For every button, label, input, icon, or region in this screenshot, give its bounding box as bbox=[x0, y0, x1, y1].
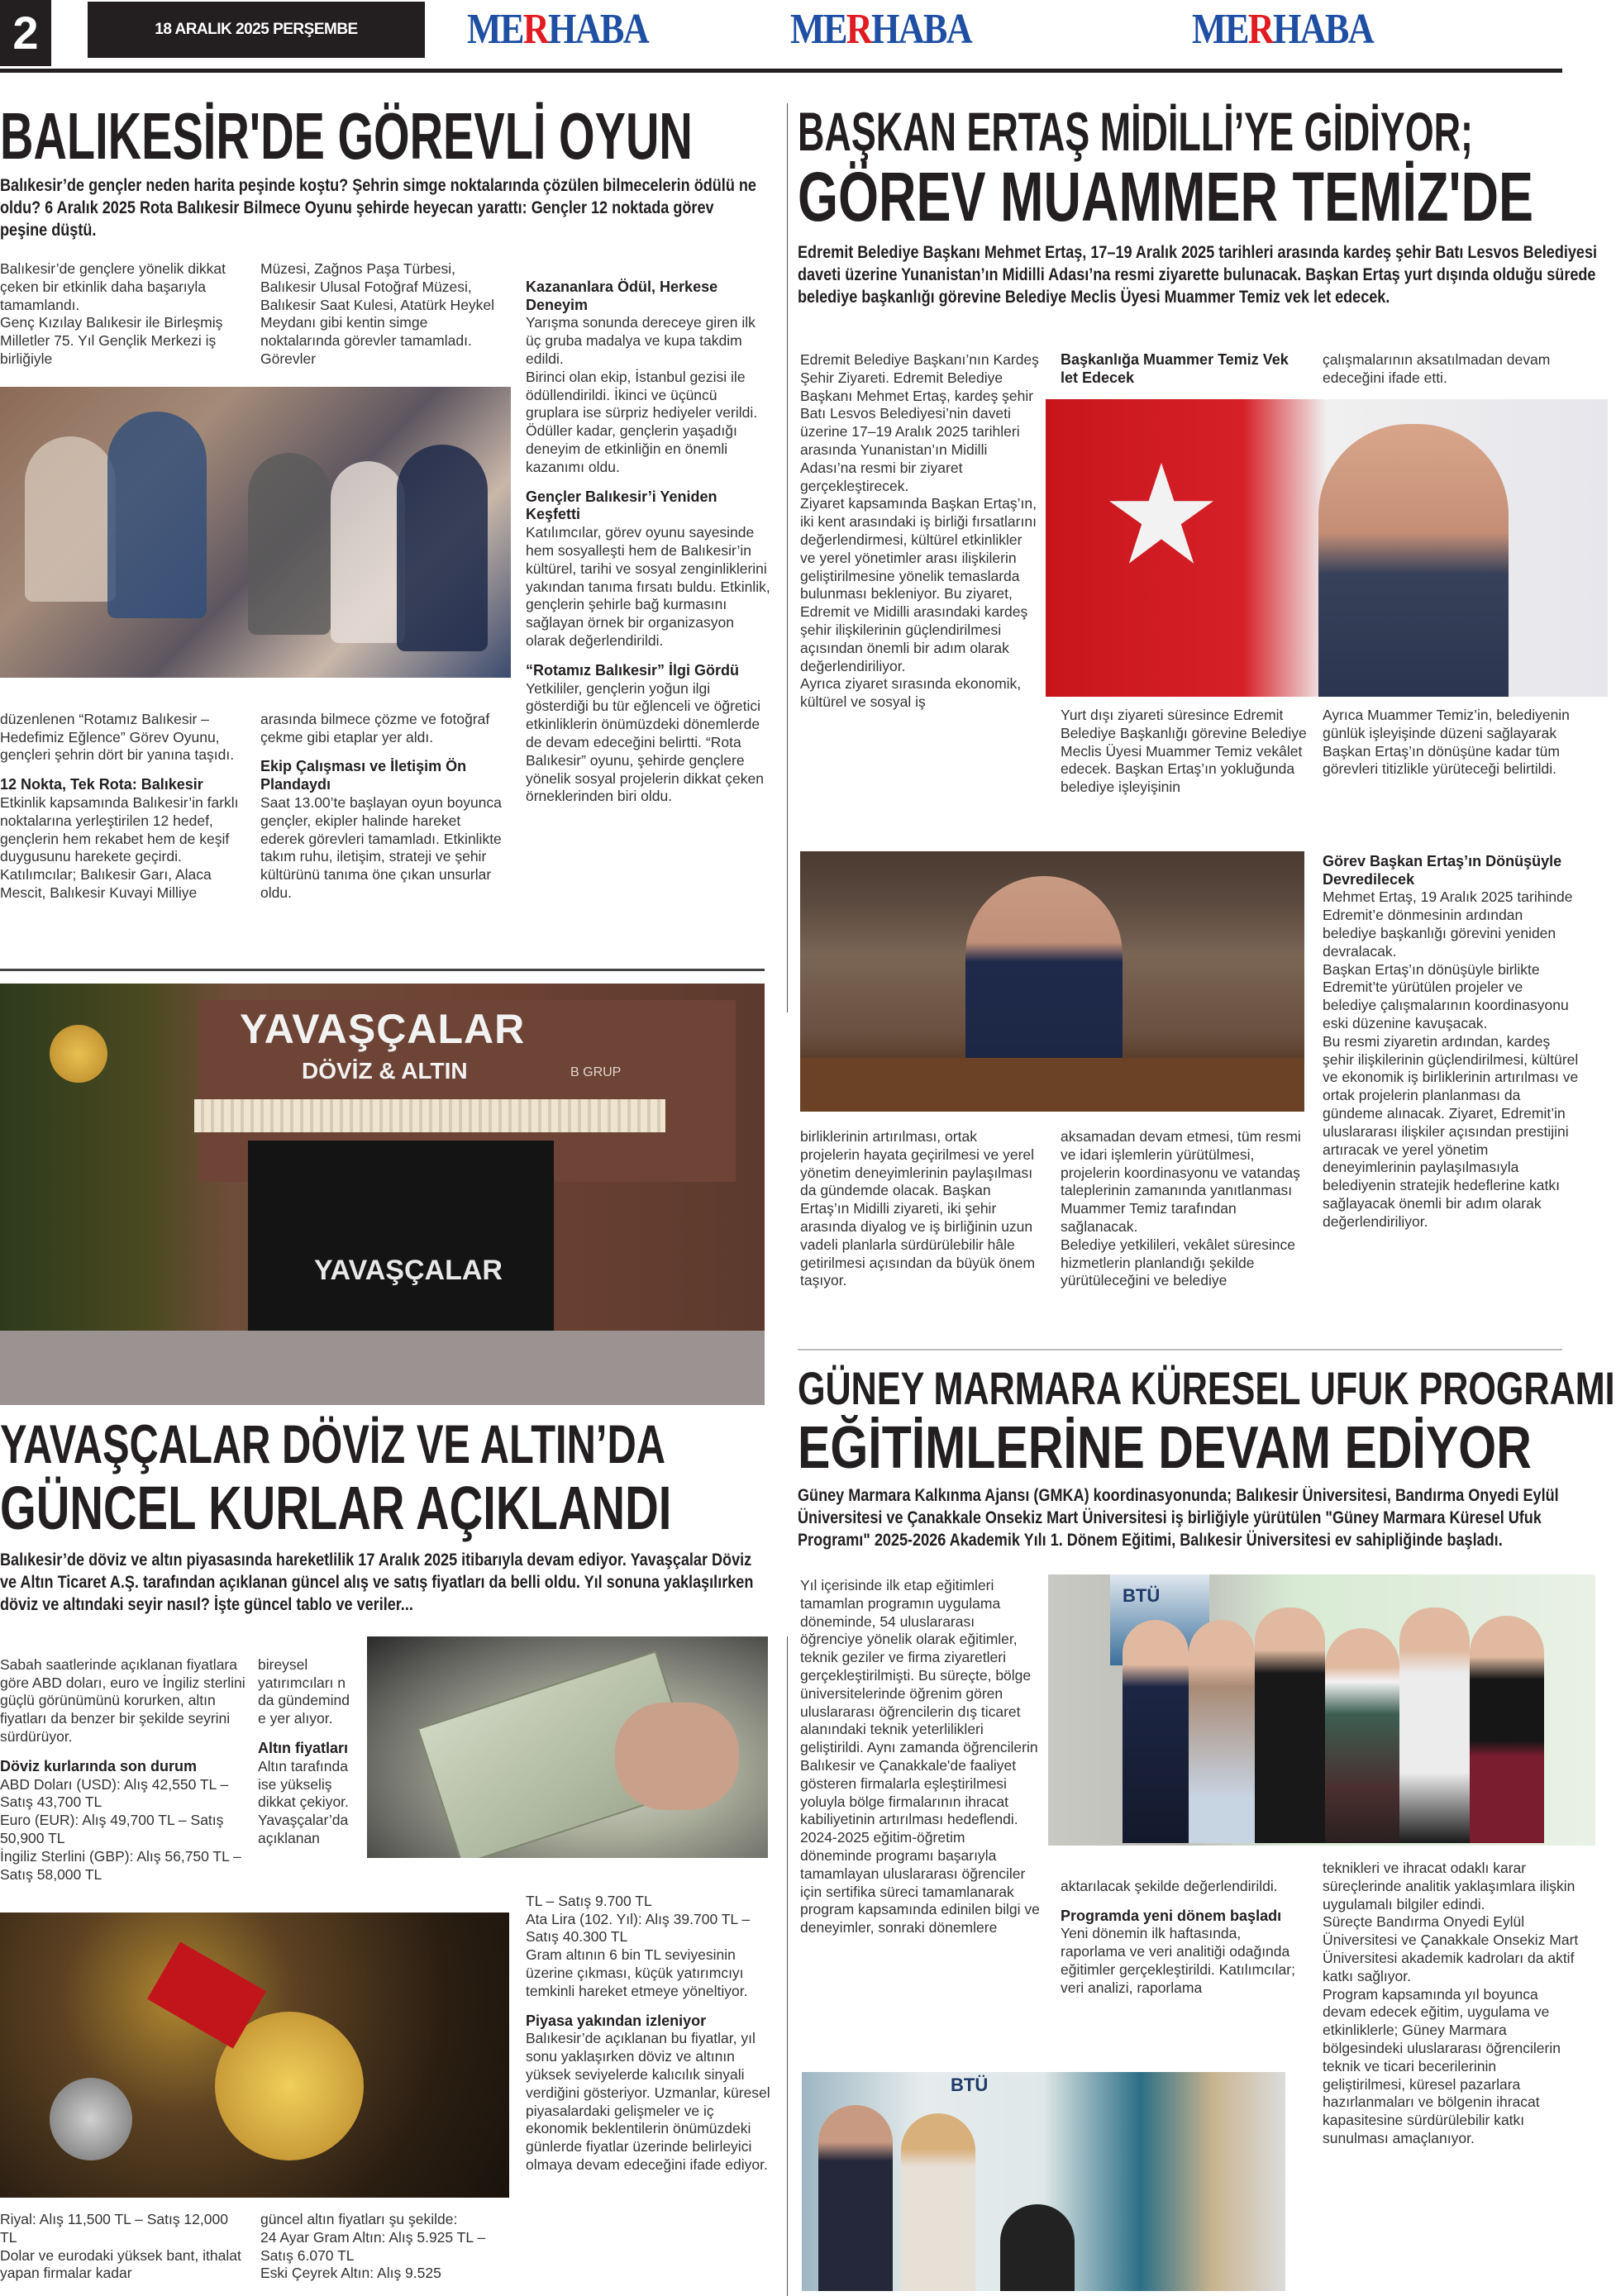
person-figure bbox=[1189, 1620, 1255, 1843]
paragraph: aktarılacak şekilde değerlendirildi. bbox=[1061, 1877, 1278, 1894]
article1-col1-top: Balıkesir’de gençlere yönelik dikkat çeken bir etkinlik daha başarıyla tamamlandı. Genç Kızılay Balıkesir ile Birleşmiş Milletler 75. Yıl Gençlik Merkezi iş birliğiyle bbox=[0, 260, 226, 367]
article3-headline-line2[interactable]: GÜNCEL KURLAR AÇIKLANDI bbox=[0, 1474, 672, 1542]
awning bbox=[194, 1099, 665, 1132]
article1-col3 bbox=[526, 260, 774, 806]
logo-part-red: R bbox=[522, 6, 549, 53]
university-logo: BTÜ bbox=[1123, 1585, 1161, 1606]
university-logo: BTÜ bbox=[951, 2074, 989, 2095]
column-divider bbox=[787, 1636, 788, 2296]
masthead-logo[interactable] bbox=[467, 5, 648, 55]
paragraph: Katılımcılar, görev oyunu sayesinde hem sosyalleşti hem de Balıkesir’in kültürel, tarihi ve sosyal zenginliklerini yakından tanıma fırsatı buldu. Etkinlik, gençlerin şehirle bağ kurmasını sağlayan örnek bir organizasyon olarak değerlendirildi. bbox=[526, 524, 770, 649]
issue-date: 18 ARALIK 2025 PERŞEMBE bbox=[88, 2, 425, 58]
article4-col2 bbox=[1061, 1860, 1309, 1998]
article2-headline-line1[interactable]: BAŞKAN ERTAŞ MİDİLLİ’YE GİDİYOR; bbox=[798, 101, 1474, 162]
mayor-desk-photo bbox=[800, 851, 1304, 1112]
gold-coin-icon bbox=[50, 1025, 107, 1083]
person-figure bbox=[901, 2113, 975, 2291]
logo-part: ME bbox=[467, 6, 523, 53]
hand-shape bbox=[615, 1703, 739, 1810]
subheading: Kazananlara Ödül, Herkese Deneyim bbox=[526, 278, 718, 313]
person-figure bbox=[818, 2105, 893, 2291]
person-figure bbox=[1399, 1608, 1470, 1843]
article3-col3 bbox=[526, 1874, 774, 2175]
subheading: Altın fiyatları bbox=[258, 1739, 349, 1756]
paragraph: Yeni dönemin ilk haftasında, raporlama ve veri analitiği odağında eğitimler gerçekleştirildi. Katılımcılar; veri analizi, raporlama bbox=[1061, 1925, 1295, 1996]
ornament-ball bbox=[50, 2078, 132, 2160]
students-group-photo bbox=[1048, 1574, 1595, 1846]
masthead-rule bbox=[0, 69, 1562, 73]
logo-part-red: R bbox=[846, 6, 872, 53]
training-session-photo bbox=[802, 2072, 1285, 2291]
article2-col3-mid: Ayrıca Muammer Temiz’in, belediyenin günlük işleyişinde düzeni sağlayarak Başkan Ertaş’ın dönüşüne kadar tüm görevleri titizlikle yürüteceği belirtildi. bbox=[1323, 707, 1570, 778]
cash-money-photo bbox=[367, 1636, 768, 1858]
storefront-sign: YAVAŞÇALAR bbox=[240, 1006, 526, 1052]
article1-headline[interactable]: BALIKESİR'DE GÖREVLİ OYUN bbox=[0, 99, 693, 173]
column-divider bbox=[787, 103, 788, 1012]
article2-col2: Yurt dışı ziyareti süresince Edremit Belediye Başkanlığı görevine Belediye Meclis Üyesi Muammer Temiz vekâlet edecek. Başkan Ertaş’ın yokluğunda belediye işleyişinin bbox=[1061, 707, 1307, 796]
currency-rate: İngiliz Sterlini (GBP): Alış 56,750 TL – Satış 58,000 TL bbox=[0, 1847, 241, 1883]
person-figure bbox=[1325, 1628, 1399, 1843]
article3-col1 bbox=[0, 1638, 248, 1884]
paragraph: arasında bilmece çözme ve fotoğraf çekme gibi etaplar yer aldı. bbox=[260, 710, 490, 745]
paragraph: Saat 13.00’te başlayan oyun boyunca gençler, ekipler halinde hareket ederek görevleri tamamladı. Etkinlikte takım ruhu, iletişim, strateji ve şehir kültürünü tanıma öne çıkan unsurlar oldu. bbox=[260, 793, 502, 901]
article4-col3: teknikleri ve ihracat odaklı karar süreçlerinde analitik yaklaşımlara ilişkin uygulamalı bilgiler edindi. Süreçte Bandırma Onyedi Eylül Üniversitesi ve Çanakkale Onsekiz Mart Üniversitesi akademik kadroları da aktif katkı sağlıyor. Program kapsamında yıl boyunca devam edecek eğitim, uygulama ve etkinliklerle; Güney Marmara bölgesindeki uluslararası öğrencilerin teknik ve ticari becerilerinin geliştirilmesi, küresel pazarlara hazırlanmaları ve bölgenin ihracat kapasitesine sürdürülebilir katkı sunulması amaçlanıyor. bbox=[1323, 1860, 1579, 2146]
desk-shape bbox=[800, 1058, 1304, 1112]
paragraph: Yarışma sonunda dereceye giren ilk üç gruba madalya ve kupa takdim edildi. Birinci olan ekip, İstanbul gezisi ile ödüllendirildi. İkinci ve üçüncü gruplara ise sürpriz hediyeler verildi. Ödüller kadar, gençlerin yaşadığı deneyim de etkinliğin en önemli kazanımı oldu. bbox=[526, 314, 758, 475]
article2-col3 bbox=[1323, 835, 1579, 1231]
currency-rate: ABD Doları (USD): Alış 42,550 TL – Satış 43,700 TL bbox=[0, 1775, 229, 1811]
article1-lede: Balıkesir’de gençler neden harita peşinde koştu? Şehrin simge noktalarında çözülen bilmecelerin ödülü ne oldu? 6 Aralık 2025 Rota Balıkesir Bilmece Oyunu şehirde heyecan yarattı: Gençler 12 noktada görev peşine düştü. bbox=[0, 176, 756, 240]
section-divider bbox=[0, 969, 765, 971]
article2-headline-line2[interactable]: GÖREV MUAMMER TEMİZ'DE bbox=[798, 158, 1533, 236]
subheading: “Rotamız Balıkesir” İlgi Gördü bbox=[526, 661, 740, 679]
logo-part: ME bbox=[790, 6, 846, 53]
audience-figure bbox=[1000, 2204, 1075, 2291]
article1-col1-bottom bbox=[0, 693, 240, 903]
subheading: Gençler Balıkesir’i Yeniden Keşfetti bbox=[526, 488, 717, 523]
subheading: Programda yeni dönem başladı bbox=[1061, 1907, 1282, 1924]
storefront-sign-sub: DÖVİZ & ALTIN bbox=[302, 1058, 468, 1084]
article2-bottom-col1: birliklerinin artırılması, ortak projelerin hayata geçirilmesi ve yerel yönetim deneyimlerinin paylaşılması da gündemde olacak. Başkan Ertaş’ın Midilli ziyareti, iki şehir arasında diyalog ve iş birliğinin uzun vadeli planlarla sürdürülebilir hâle getirilmesi açısından da büyük önem taşıyor. bbox=[800, 1128, 1036, 1289]
paragraph: düzenlenen “Rotamız Balıkesir – Hedefimiz Eğlence” Görev Oyunu, gençleri şehrin dört bir yanına taşıdı. bbox=[0, 710, 235, 764]
subheading: 12 Nokta, Tek Rota: Balıkesir bbox=[0, 776, 203, 793]
paragraph: Altın tarafında ise yükseliş dikkat çekiyor. Yavaşçalar’da açıklanan bbox=[258, 1757, 349, 1846]
article4-headline-line2[interactable]: EĞİTİMLERİNE DEVAM EDİYOR bbox=[798, 1415, 1532, 1481]
article3-headline-line1[interactable]: YAVAŞÇALAR DÖVİZ VE ALTIN’DA bbox=[0, 1413, 666, 1474]
paragraph: Yetkililer, gençlerin yoğun ilgi gösterdiği bu tür eğlenceli ve öğretici etkinliklerin önümüzdeki dönemlerde de devam edeceğini belirtti. “Rota Balıkesir” oyunu, şehirde gençlere yönelik sosyal projelerin dikkat çeken örneklerinden biri oldu. bbox=[526, 679, 764, 805]
shop-window bbox=[248, 1141, 554, 1331]
subheading: Piyasa yakından izleniyor bbox=[526, 2012, 707, 2029]
person-figure bbox=[397, 445, 488, 651]
logo-part: HABA bbox=[1273, 6, 1373, 53]
logo-part: ME bbox=[1192, 6, 1248, 53]
article2-col1: Edremit Belediye Başkanı’nın Kardeş Şehir Ziyareti. Edremit Belediye Başkanı Mehmet Ertaş, kardeş şehir Batı Lesvos Belediyesi’nin daveti üzerine 17–19 Aralık 2025 tarihleri arasında Yunanistan’ın Midilli Adası’na resmi bir ziyaret gerçekleştirecek. Ziyaret kapsamında Başkan Ertaş’ın, iki kent arasındaki iş birliği fırsatlarını değerlendirmesi, kültürel etkinlikler ve yerel yönetimler arası ilişkilerin geliştirilmesine yönelik temaslarda bulunması bekleniyor. Bu ziyaret, Edremit ve Midilli arasındaki kardeş şehir ilişkilerinin güçlendirilmesi açısından önemli bir adım olarak değerlendiriliyor. Ayrıca ziyaret sırasında ekonomik, kültürel ve sosyal iş bbox=[800, 351, 1039, 711]
article4-lede: Güney Marmara Kalkınma Ajansı (GMKA) koordinasyonunda; Balıkesir Üniversitesi, Bandırma Onyedi Eylül Üniversitesi ve Çanakkale Onsekiz Mart Üniversitesi iş birliğiyle yürütülen "Güney Marmara Küresel Ufuk Programı" 2025-2026 Akademik Yılı 1. Dönem Eğitimi, Balıkesir Üniversitesi ev sahipliğinde başladı. bbox=[798, 1486, 1559, 1550]
counter-sign: YAVAŞÇALAR bbox=[314, 1255, 503, 1286]
sidewalk bbox=[0, 1331, 765, 1405]
masthead-logo[interactable] bbox=[790, 5, 971, 55]
person-figure bbox=[1255, 1608, 1325, 1843]
article2-col3-top: çalışmalarının aksatılmadan devam edeceğini ifade etti. bbox=[1323, 351, 1551, 386]
article1-col2-bottom bbox=[260, 693, 508, 903]
page-number: 2 bbox=[0, 0, 51, 66]
person-figure bbox=[1318, 424, 1509, 697]
paragraph: Balıkesir’de açıklanan bu fiyatlar, yıl sonu yaklaşırken döviz ve altının yüksek seviyelerde kalıcılık sinyali verdiğini gösteriyor. Uzmanlar, küresel piyasalardaki gelişmeler ve iç ekonomik beklentilerin önümüzdeki günlerde fiyatlar üzerinde belirleyici olmaya devam edeceğini ifade ediyor. bbox=[526, 2030, 770, 2173]
logo-part-red: R bbox=[1247, 6, 1274, 53]
currency-rate: Euro (EUR): Alış 49,700 TL – Satış 50,900 TL bbox=[0, 1812, 224, 1846]
paragraph: bireysel yatırımcıları n da gündemind e yer alıyor. bbox=[258, 1655, 350, 1727]
article4-col1: Yıl içerisinde ilk etap eğitimleri tamamlan programın uygulama döneminde, 54 uluslararası öğrenciye yönelik olarak eğitimler, teknik geziler ve firma ziyaretleri gerçekleştirilmişti. Bu süreçte, bölge üniversitelerinde öğrenim gören uluslararası öğrencilerin dış ticaret alanındaki teknik yeterlilikleri geliştirildi. Aynı zamanda öğrencilerin Balıkesir ve Çanakkale'de faaliyet gösteren firmalarla eşleştirilmesi yoluyla bölge firmalarının ihracat kabiliyetinin artırılması hedeflendi. 2024-2025 eğitim-öğretim döneminde programı başarıyla tamamlayan uluslararası öğrenciler için sertifika süreci tamamlanarak program kapsamında edinilen bilgi ve deneyimler, sonraki dönemlere bbox=[800, 1577, 1040, 1936]
mayor-portrait-photo bbox=[1046, 399, 1608, 697]
flag-star-icon bbox=[1104, 457, 1219, 573]
person-figure bbox=[25, 436, 116, 602]
subheading: Başkanlığa Muammer Temiz Vek let Edecek bbox=[1061, 351, 1289, 386]
subheading: Ekip Çalışması ve İletişim Ön Plandaydı bbox=[260, 758, 467, 793]
storefront-sign-small: B GRUP bbox=[570, 1065, 622, 1079]
person-figure bbox=[965, 876, 1123, 1066]
person-figure bbox=[331, 461, 405, 643]
person-figure bbox=[107, 412, 207, 618]
paragraph: Mehmet Ertaş, 19 Aralık 2025 tarihinde Edremit’e dönmesinin ardından belediye başkanlığı görevini yeniden devralacak. Başkan Ertaş’ın dönüşüyle birlikte Edremit’te yürütülen projeler ve belediye çalışmalarının koordinasyonu eski düzenine kavuşacak. Bu resmi ziyaretin ardından, kardeş şehir ilişkilerinin güçlendirilmesi, kültürel ve ekonomik iş birliklerinin artırılması ve ortak projelerin planlanması da gündeme alınacak. Ziyaret, Edremit’in uluslararası ilişkiler açısından prestijini artıracak ve yerel yönetim deneyimlerinin paylaşılmasıyla belediyenin stratejik hedeflerine katkı sağlayacak önemli bir adım olarak değerlendiriliyor. bbox=[1323, 888, 1579, 1230]
subheading: Döviz kurlarında son durum bbox=[0, 1757, 198, 1774]
youth-group-photo bbox=[0, 387, 511, 678]
person-figure bbox=[1123, 1620, 1189, 1843]
logo-part: HABA bbox=[871, 6, 971, 53]
article2-lede: Edremit Belediye Başkanı Mehmet Ertaş, 17–19 Aralık 2025 tarihleri arasında kardeş şehir Batı Lesvos Belediyesi daveti üzerine Yunanistan’ın Midilli Adası’na resmi ziyarette bulunacak. Başkan Ertaş yurt dışında olduğu sürede belediye başkanlığı görevine Belediye Meclis Üyesi Muammer Temiz vek let edecek. bbox=[798, 243, 1598, 307]
masthead-logo[interactable] bbox=[1192, 5, 1373, 55]
paragraph: TL – Satış 9.700 TL Ata Lira (102. Yıl): Alış 39.700 TL – Satış 40.300 TL Gram altının 6 bin TL seviyesinin üzerine çıkması, küçük yatırımcıyı temkinli hareket etmeye yöneltiyor. bbox=[526, 1892, 751, 1999]
section-divider bbox=[798, 1349, 1562, 1350]
paragraph: Etkinlik kapsamında Balıkesir’in farklı noktalarına yerleştirilen 12 hedef, gençlerin hem rekabet hem de keşif duygusunu harekete geçirdi. Katılımcılar; Balıkesir Garı, Alaca Mescit, Balıkesir Kuvayi Milliye bbox=[0, 793, 239, 901]
paragraph: Sabah saatlerinde açıklanan fiyatlara göre ABD doları, euro ve İngiliz sterlini güçlü görünümünü korurken, altın fiyatları da benzer bir şekilde seyrini sürdürüyor. bbox=[0, 1655, 245, 1745]
article2-bottom-col2: aksamadan devam etmesi, tüm resmi ve idari işlemlerin yürütülmesi, projelerin koordinasyonu ve vatandaş taleplerinin zamanında yanıtlanması Muammer Temiz tarafından sağlanacak. Belediye yetkilileri, vekâlet süresince hizmetlerin planlandığı şekilde yürütüleceğini ve belediye bbox=[1061, 1128, 1301, 1289]
person-figure bbox=[1470, 1616, 1544, 1843]
article3-col1-bottom: Riyal: Alış 11,500 TL – Satış 12,000 TL Dolar ve eurodaki yüksek bant, ithalat yapan firmalar kadar bbox=[0, 2211, 241, 2282]
article3-lede: Balıkesir’de döviz ve altın piyasasında hareketlilik 17 Aralık 2025 itibarıyla devam ediyor. Yavaşçalar Döviz ve Altın Ticaret A.Ş. tarafından açıklanan güncel alış ve satış fiyatları da belli oldu. Yıl sonuna yaklaşılırken döviz ve altındaki seyir nasıl? İşte güncel tablo ve veriler... bbox=[0, 1551, 754, 1614]
article3-col2-top bbox=[258, 1638, 359, 1848]
gold-coins-photo bbox=[0, 1913, 509, 2198]
article2-col2-heading bbox=[1061, 351, 1309, 388]
article3-col2-bottom: güncel altın fiyatları şu şekilde: 24 Ayar Gram Altın: Alış 5.925 TL – Satış 6.070 TL Eski Çeyrek Altın: Alış 9.525 bbox=[260, 2211, 486, 2282]
logo-part: HABA bbox=[548, 6, 648, 53]
subheading: Görev Başkan Ertaş’ın Dönüşüyle Devredilecek bbox=[1323, 852, 1562, 888]
article4-headline-line1[interactable]: GÜNEY MARMARA KÜRESEL UFUK PROGRAMI bbox=[798, 1362, 1615, 1414]
article1-col2-top: Müzesi, Zağnos Paşa Türbesi, Balıkesir Ulusal Fotoğraf Müzesi, Balıkesir Saat Kulesi, Atatürk Heykel Meydanı gibi kentin simge noktalarında görevler tamamladı. Görevler bbox=[260, 260, 495, 367]
person-figure bbox=[248, 453, 331, 635]
exchange-office-photo bbox=[0, 984, 765, 1405]
